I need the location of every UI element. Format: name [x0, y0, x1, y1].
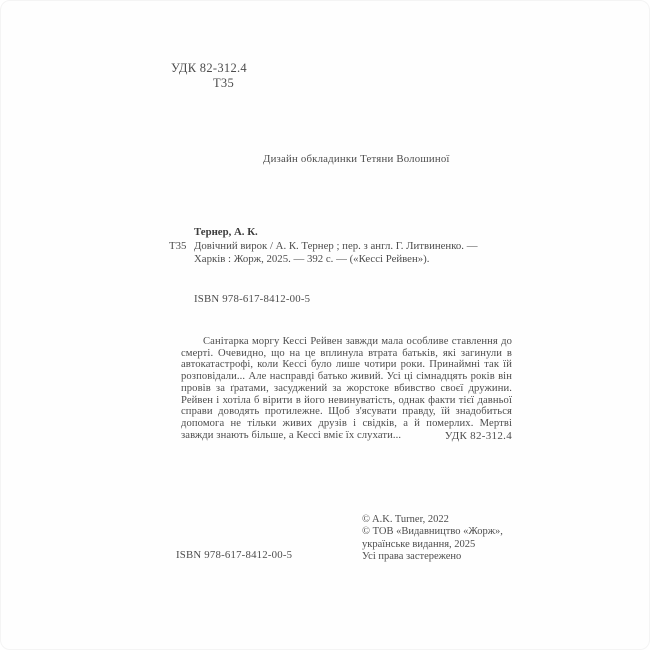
- cover-designer-credit: Дизайн обкладинки Тетяни Волошиної: [263, 153, 450, 165]
- udc-block: [171, 61, 247, 91]
- copyright-line-author: © A.K. Turner, 2022: [362, 514, 449, 525]
- copyright-block: [362, 514, 503, 564]
- copyright-line-rights: Усі права застережено: [362, 551, 462, 563]
- catalog-entry-row: [169, 240, 509, 266]
- annotation-paragraph: Санітарка моргу Кессі Рейвен завжди мала особливе ставлення до смерті. Очевидно, що на це вплинула втрата батьків, які загинули в автокатастрофі, коли Кессі було лише чотири роки. Принаймні так їй розповідали... Але насправді батько живий. Усі ці сімнадцять років він провів за ґратами, засуджений за жорстоке вбивство своєї дружини. Рейвен і хотіла б вірити в його невинуватість, однак факти тієї давньої справи доводять протилежне. Щоб з'ясувати правду, їй знадобиться допомога не тільки живих друзів і свідків, а й померлих. Мертві завжди знають більше, а Кессі вміє їх слухати...: [181, 336, 512, 441]
- copyright-line-publisher: © ТОВ «Видавництво «Жорж»,: [362, 526, 503, 538]
- isbn-number-bottom: ISBN 978-617-8412-00-5: [176, 549, 293, 561]
- authors-sign-top: Т35: [213, 76, 235, 90]
- udc-number-bottom: УДК 82-312.4: [444, 430, 512, 442]
- catalog-card: [169, 226, 509, 265]
- authors-sign-code: Т35: [169, 239, 187, 252]
- copyright-line-edition: українське видання, 2025: [362, 538, 476, 550]
- udc-number-top: УДК 82-312.4: [171, 61, 247, 75]
- isbn-number: ISBN 978-617-8412-00-5: [194, 293, 311, 305]
- catalog-author-heading: Тернер, А. К.: [194, 226, 258, 238]
- bibliographic-entry: Довічний вирок / А. К. Тернер ; пер. з англ. Г. Литвиненко. — Харків : Жорж, 2025. — 392 с. — («Кессі Рейвен»).: [194, 239, 478, 265]
